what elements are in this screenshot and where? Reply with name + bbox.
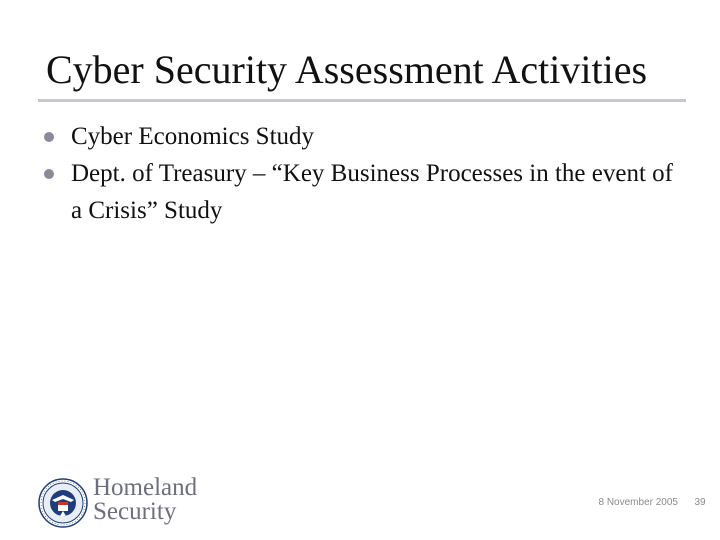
logo-wordmark <box>93 476 197 524</box>
bullet-item <box>44 118 684 155</box>
footer-date: 8 November 2005 <box>598 497 678 508</box>
bullet-dot-icon <box>44 132 54 142</box>
bullet-text: Cyber Economics Study <box>71 123 315 150</box>
bullet-text: Dept. of Treasury – “Key Business Processes in the event of a Crisis” Study <box>71 160 673 224</box>
bullet-item <box>44 155 684 229</box>
bullet-list <box>44 118 684 229</box>
bullet-dot-icon <box>44 169 54 179</box>
title-divider <box>38 99 686 102</box>
page-number: 39 <box>694 497 706 508</box>
logo-line-1: Homeland <box>93 474 198 501</box>
slide-title: Cyber Security Assessment Activities <box>46 47 648 92</box>
logo-line-2: Security <box>93 498 177 525</box>
dhs-seal-icon <box>38 478 88 528</box>
homeland-security-logo <box>38 476 238 530</box>
